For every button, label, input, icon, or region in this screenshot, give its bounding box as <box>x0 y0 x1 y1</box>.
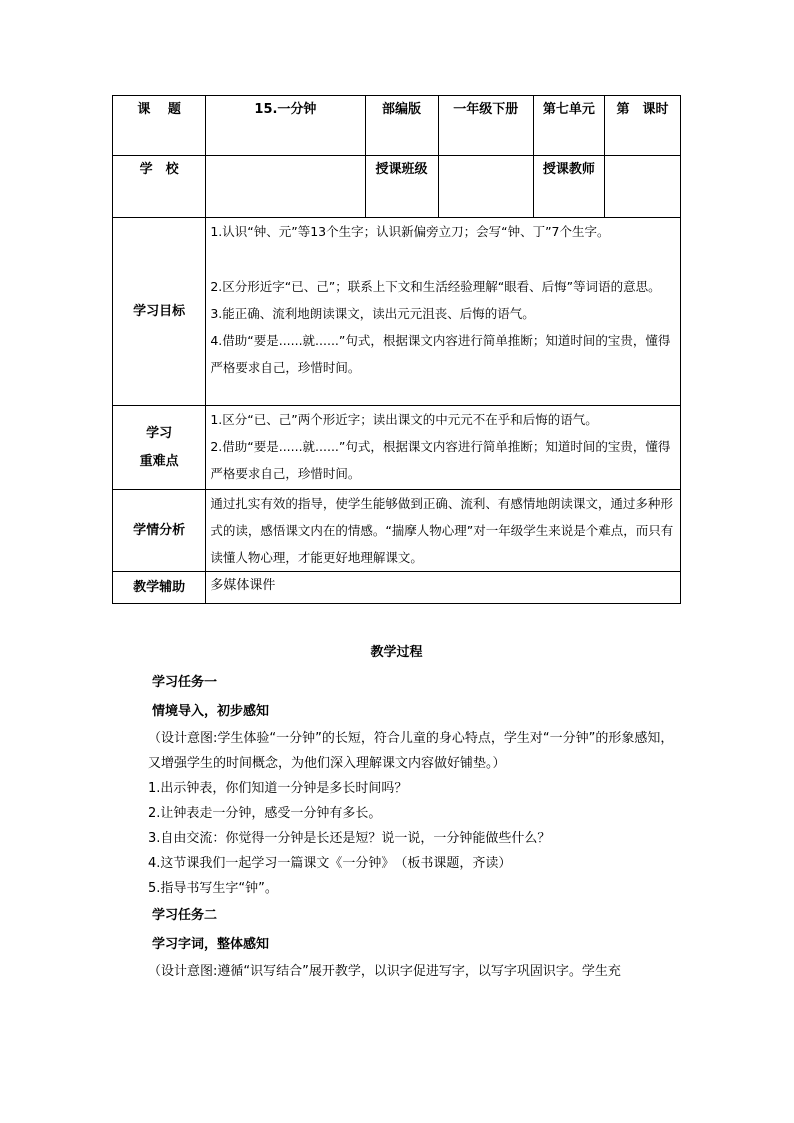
task2-design-note: （设计意图:遵循“识写结合”展开教学，以识字促进写字，以写字巩固识字。学生充 <box>148 964 621 979</box>
lesson-info-table <box>112 95 681 604</box>
keypoints-label-line1: 学习 <box>146 425 173 441</box>
grade-cell: 一年级下册 <box>438 96 533 156</box>
analysis-content <box>206 490 681 572</box>
table-row-school <box>113 156 681 218</box>
goal-item: 4.借助“要是......就......”句式，根据课文内容进行简单推断；知道时间的宝贵，懂得严格要求自己，珍惜时间。 <box>210 333 671 375</box>
process-title: 教学过程 <box>370 645 423 660</box>
goal-item: 2.区分形近字“已、己”；联系上下文和生活经验理解“眼看、后悔”等词语的意思。 <box>210 279 661 294</box>
step-item: 1.出示钟表，你们知道一分钟是多长时间吗？ <box>148 781 408 796</box>
lesson-title: 15.一分钟 <box>206 96 365 156</box>
task1-design-note: （设计意图:学生体验“一分钟”的长短，符合儿童的身心特点，学生对“一分钟”的形象感知，又增强学生的时间概念，为他们深入理解课文内容做好铺垫。） <box>148 731 674 771</box>
table-row-goals <box>113 218 681 406</box>
teaching-process <box>112 640 681 984</box>
period-cell: 第 课时 <box>604 96 680 156</box>
teacher-value <box>604 156 680 218</box>
edition-cell: 部编版 <box>365 96 438 156</box>
topic-label: 课 题 <box>113 96 206 156</box>
keypoints-label-line2: 重难点 <box>139 453 179 469</box>
aids-label: 教学辅助 <box>113 572 206 604</box>
step-item: 4.这节课我们一起学习一篇课文《一分钟》 （板书课题，齐读） <box>148 856 512 871</box>
task1-subheading: 情境导入，初步感知 <box>152 704 270 719</box>
analysis-label: 学情分析 <box>113 490 206 572</box>
step-item: 5.指导书写生字“钟”。 <box>148 881 278 896</box>
keypoints-label <box>113 406 206 490</box>
school-value <box>206 156 365 218</box>
aids-content: 多媒体课件 <box>206 572 681 604</box>
unit-cell: 第七单元 <box>533 96 604 156</box>
keypoint-item: 1.区分“已、己”两个形近字；读出课文的中元元不在乎和后悔的语气。 <box>210 412 598 427</box>
table-row-keypoints <box>113 406 681 490</box>
goals-label: 学习目标 <box>113 218 206 406</box>
goal-item: 1.认识“钟、元”等13个生字；认识新偏旁立刀；会写“钟、丁”7个生字。 <box>210 224 610 239</box>
keypoints-content <box>206 406 681 490</box>
keypoint-item: 2.借助“要是......就......”句式，根据课文内容进行简单推断；知道时间的宝贵，懂得严格要求自己，珍惜时间。 <box>210 439 671 481</box>
table-row-topic <box>113 96 681 156</box>
step-item: 2.让钟表走一分钟，感受一分钟有多长。 <box>148 806 382 821</box>
table-row-aids <box>113 572 681 604</box>
step-item: 3.自由交流：你觉得一分钟是长还是短？说一说，一分钟能做些什么？ <box>148 831 551 846</box>
goals-content <box>206 218 681 406</box>
task2-heading: 学习任务二 <box>152 908 218 923</box>
table-row-analysis <box>113 490 681 572</box>
analysis-text: 通过扎实有效的指导，使学生能够做到正确、流利、有感情地朗读课文，通过多种形式的读，感悟课文内在的情感。“揣摩人物心理”对一年级学生来说是个难点，而只有读懂人物心理，才能更好地理解课文。 <box>210 496 674 565</box>
goal-item: 3.能正确、流利地朗读课文，读出元元沮丧、后悔的语气。 <box>210 306 535 321</box>
task1-heading: 学习任务一 <box>152 675 218 690</box>
school-label: 学 校 <box>113 156 206 218</box>
class-label: 授课班级 <box>365 156 438 218</box>
task2-subheading: 学习字词，整体感知 <box>152 937 270 952</box>
teacher-label: 授课教师 <box>533 156 604 218</box>
class-value <box>438 156 533 218</box>
